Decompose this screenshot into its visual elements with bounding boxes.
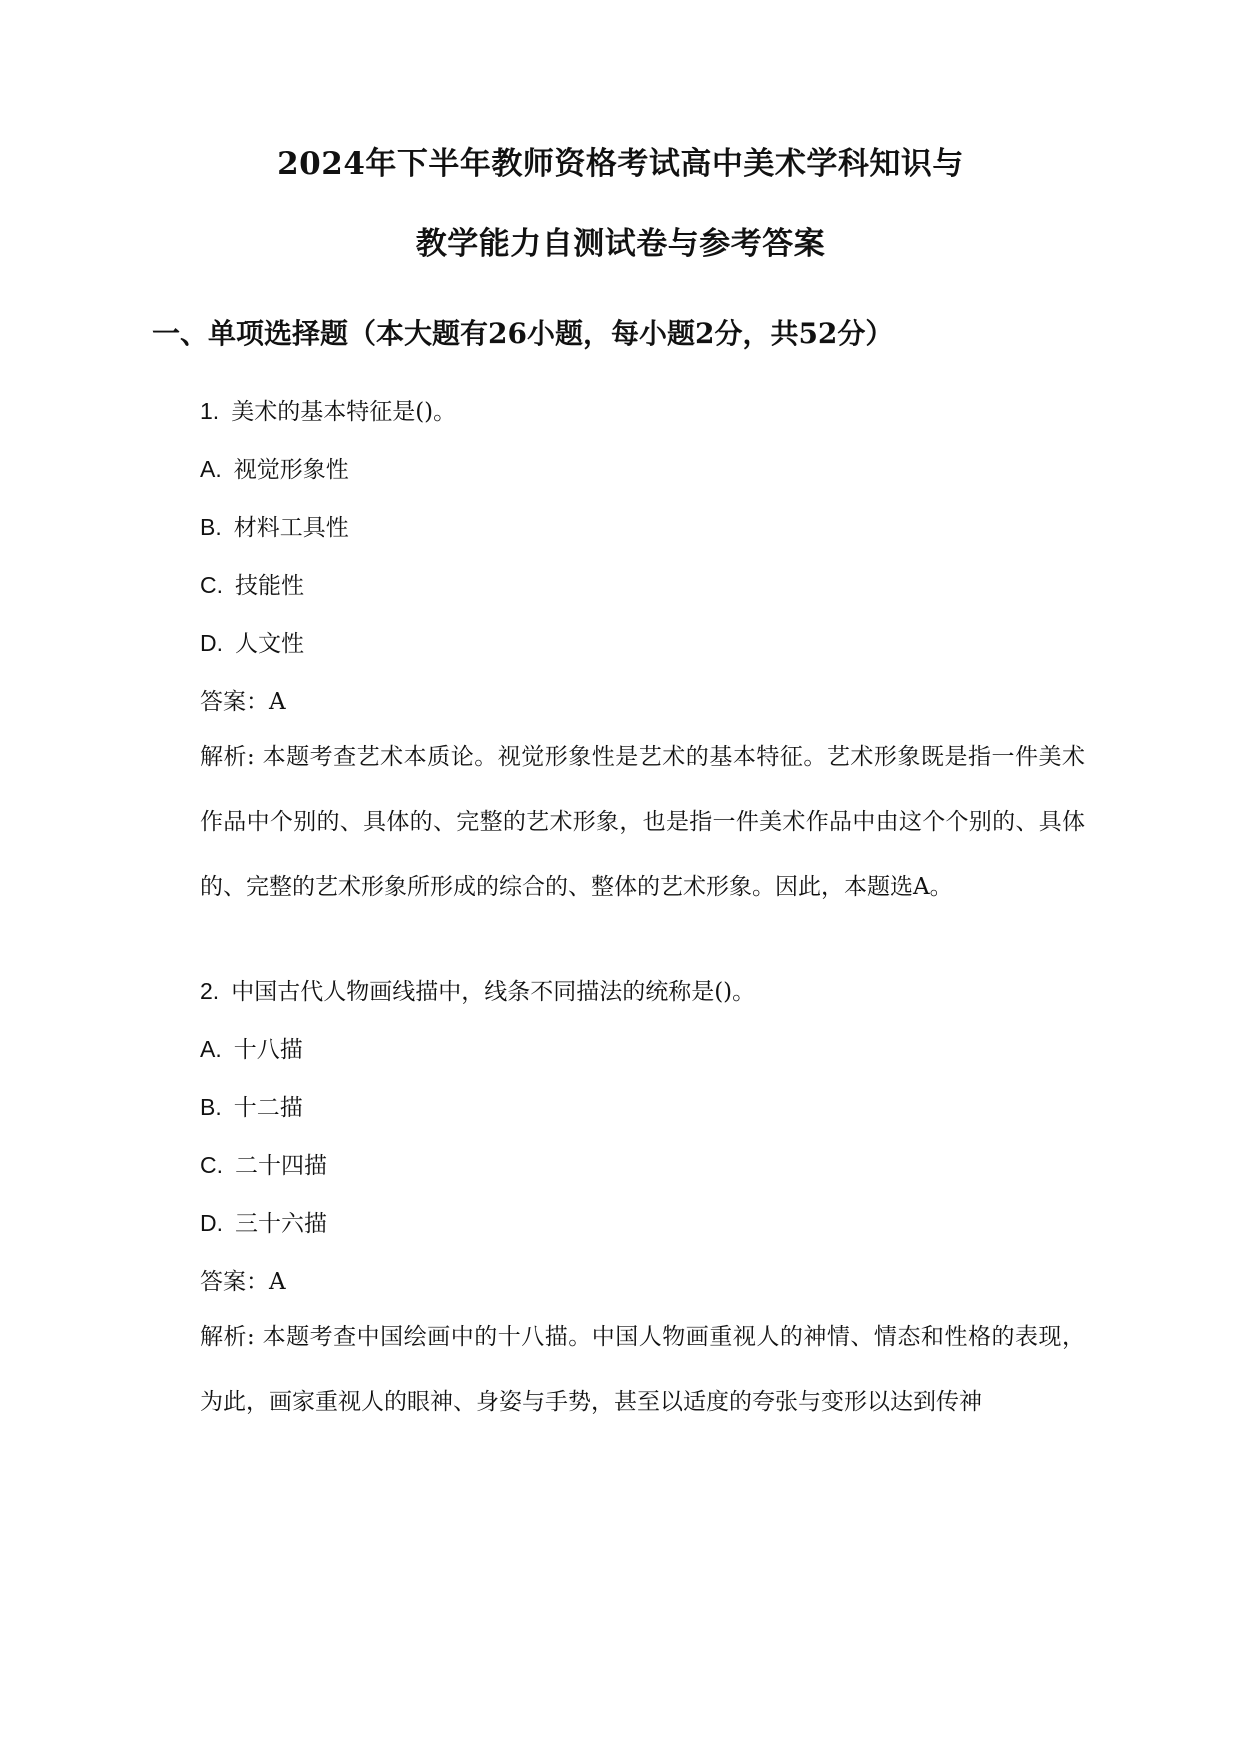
option-label: B.: [200, 1094, 222, 1120]
option-text: 十八描: [233, 1037, 303, 1063]
question-1-number: 1.: [200, 398, 220, 424]
option-label: A.: [200, 1036, 222, 1062]
question-2-answer: 答案：A: [200, 1269, 286, 1295]
question-2-option-a: [200, 1031, 303, 1064]
question-1-text: 美术的基本特征是()。: [231, 399, 457, 425]
option-label: D.: [200, 630, 223, 656]
question-2-number: 2.: [200, 978, 220, 1004]
question-1-option-d: [200, 625, 304, 658]
question-1-option-a: [200, 451, 349, 484]
question-1-option-b: [200, 509, 349, 542]
question-2-option-b: [200, 1089, 303, 1122]
option-text: 材料工具性: [233, 515, 349, 541]
question-2-stem: [200, 973, 755, 1006]
option-label: C.: [200, 572, 223, 598]
option-text: 技能性: [235, 573, 304, 599]
option-label: B.: [200, 514, 222, 540]
option-label: C.: [200, 1152, 223, 1178]
question-2-option-d: [200, 1205, 327, 1238]
option-text: 三十六描: [235, 1211, 327, 1237]
option-text: 人文性: [235, 631, 304, 657]
option-label: A.: [200, 456, 222, 482]
option-text: 二十四描: [235, 1153, 327, 1179]
option-label: D.: [200, 1210, 223, 1236]
section-heading: 一、单项选择题（本大题有26小题，每小题2分，共52分）: [152, 317, 894, 350]
question-1-stem: [200, 393, 456, 426]
option-text: 视觉形象性: [233, 457, 349, 483]
question-2-analysis: 解析: 本题考查中国绘画中的十八描。中国人物画重视人的神情、情态和性格的表现，为此，画家重视人的眼神、身姿与手势，甚至以适度的夸张与变形以达到传神: [200, 1324, 1085, 1415]
question-2-text: 中国古代人物画线描中，线条不同描法的统称是()。: [231, 979, 756, 1005]
document-title-line-1: 2024年下半年教师资格考试高中美术学科知识与: [277, 146, 964, 182]
option-text: 十二描: [233, 1095, 303, 1121]
question-1-option-c: [200, 567, 304, 600]
question-1-answer: 答案：A: [200, 689, 286, 715]
question-1-analysis: 解析: 本题考查艺术本质论。视觉形象性是艺术的基本特征。艺术形象既是指一件美术作品中个别的、具体的、完整的艺术形象，也是指一件美术作品中由这个个别的、具体的、完整的艺术形象所形成的综合的、整体的艺术形象。因此，本题选A。: [200, 744, 1085, 900]
document-title-line-2: 教学能力自测试卷与参考答案: [415, 226, 826, 262]
question-2-option-c: [200, 1147, 327, 1180]
